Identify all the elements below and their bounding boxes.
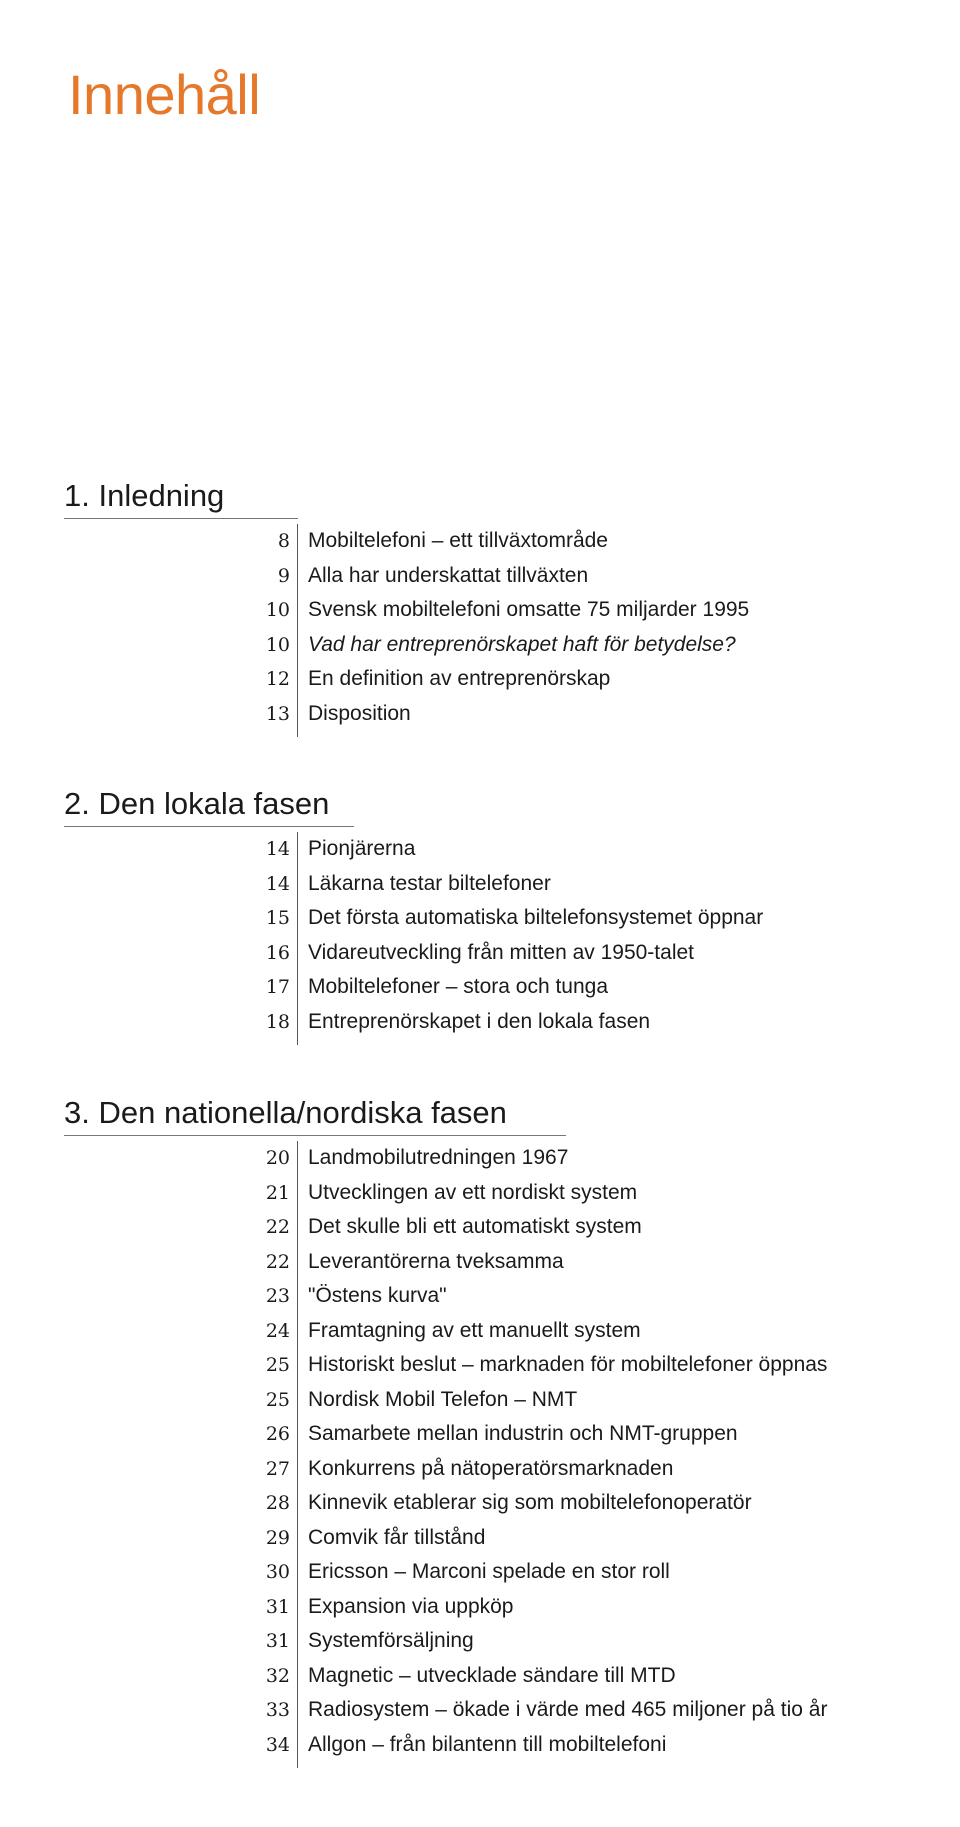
toc-entry[interactable] — [0, 559, 960, 594]
entry-title: Det första automatiska biltelefonsystemet öppnar — [308, 906, 764, 929]
entry-title: Comvik får tillstånd — [308, 1525, 486, 1549]
chapter-rule — [64, 1135, 566, 1136]
toc-entry[interactable] — [0, 1279, 960, 1314]
toc-entry[interactable] — [0, 1624, 960, 1659]
page-number: 28 — [265, 1492, 290, 1514]
chapter-title: 3. Den nationella/nordiska fasen — [64, 1095, 507, 1130]
page-number: 18 — [265, 1010, 290, 1033]
toc-entry[interactable] — [0, 901, 960, 936]
page-number: 22 — [265, 1216, 290, 1238]
chapter-heading — [0, 478, 960, 516]
page-number: 27 — [265, 1457, 290, 1480]
entry-title: Historiskt beslut – marknaden för mobiltelefoner öppnas — [308, 1353, 828, 1376]
toc-entry[interactable] — [0, 697, 960, 732]
toc-entry[interactable] — [0, 1005, 960, 1040]
entry-title: Vidareutveckling från mitten av 1950-talet — [308, 940, 694, 964]
entry-title: En definition av entreprenörskap — [308, 667, 611, 690]
chapter-2 — [0, 786, 960, 1033]
entry-title: Allgon – från bilantenn till mobiltelefoni — [308, 1732, 667, 1756]
chapter-1 — [0, 478, 960, 725]
page-number: 31 — [265, 1595, 290, 1618]
page-number: 21 — [265, 1181, 290, 1204]
entry-title: Nordisk Mobil Telefon – NMT — [308, 1387, 578, 1411]
page-number: 22 — [265, 1250, 290, 1273]
entry-title: Mobiltelefoner – stora och tunga — [308, 975, 609, 998]
page-number: 32 — [265, 1664, 290, 1687]
entry-title: Expansion via uppköp — [308, 1594, 514, 1618]
entry-title: Det skulle bli ett automatiskt system — [308, 1215, 642, 1238]
entry-title: Vad har entreprenörskapet haft för betydelse? — [308, 632, 736, 656]
toc-entry[interactable] — [0, 1417, 960, 1452]
chapter-rule — [64, 518, 298, 519]
toc-entry[interactable] — [0, 1452, 960, 1487]
entry-title: Konkurrens på nätoperatörsmarknaden — [308, 1456, 674, 1480]
chapter-entries — [0, 524, 960, 731]
entry-title: Alla har underskattat tillväxten — [308, 563, 589, 587]
entry-title: Läkarna testar biltelefoner — [308, 871, 551, 895]
toc-entry[interactable] — [0, 832, 960, 867]
page-number: 34 — [265, 1733, 290, 1756]
page-number: 26 — [265, 1423, 290, 1445]
page-number: 15 — [265, 907, 290, 929]
toc-entry[interactable] — [0, 1383, 960, 1418]
chapter-heading — [0, 1095, 960, 1133]
page-number: 20 — [265, 1147, 290, 1169]
toc-entry[interactable] — [0, 628, 960, 663]
page-number: 33 — [265, 1699, 290, 1721]
toc-entry[interactable] — [0, 867, 960, 902]
page-number: 23 — [265, 1285, 290, 1307]
toc-entry[interactable] — [0, 524, 960, 559]
toc-entry[interactable] — [0, 1176, 960, 1211]
page-title: Innehåll — [68, 63, 261, 126]
toc-entry[interactable] — [0, 1521, 960, 1556]
page-number: 29 — [265, 1526, 290, 1549]
toc-entry[interactable] — [0, 1141, 960, 1176]
toc-entry[interactable] — [0, 1314, 960, 1349]
toc-entry[interactable] — [0, 1693, 960, 1728]
chapter-rule — [64, 826, 354, 827]
page-number: 10 — [265, 599, 290, 621]
entry-title: Kinnevik etablerar sig som mobiltelefonoperatör — [308, 1491, 752, 1514]
toc-entry[interactable] — [0, 593, 960, 628]
toc-entry[interactable] — [0, 1659, 960, 1694]
page-number: 10 — [265, 633, 290, 656]
entry-title: Magnetic – utvecklade sändare till MTD — [308, 1663, 676, 1687]
page-number: 12 — [265, 668, 290, 690]
toc-entry[interactable] — [0, 970, 960, 1005]
page-number: 8 — [277, 530, 290, 552]
toc-entry[interactable] — [0, 1555, 960, 1590]
entry-title: Leverantörerna tveksamma — [308, 1249, 564, 1273]
toc-entry[interactable] — [0, 1728, 960, 1763]
chapter-entries — [0, 1141, 960, 1762]
toc-entry[interactable] — [0, 1590, 960, 1625]
entry-title: Pionjärerna — [308, 837, 416, 860]
entry-title: Entreprenörskapet i den lokala fasen — [308, 1009, 651, 1033]
page-number: 17 — [265, 976, 290, 998]
page-number: 30 — [265, 1561, 290, 1583]
toc-entry[interactable] — [0, 1210, 960, 1245]
entry-title: Samarbete mellan industrin och NMT-gruppen — [308, 1422, 738, 1445]
chapter-heading — [0, 786, 960, 824]
page-number: 25 — [265, 1388, 290, 1411]
entry-title: Disposition — [308, 701, 411, 725]
toc-entry[interactable] — [0, 1486, 960, 1521]
page-number: 14 — [265, 872, 290, 895]
entry-title: Mobiltelefoni – ett tillväxtområde — [308, 529, 608, 552]
toc-entry[interactable] — [0, 662, 960, 697]
page-number: 14 — [265, 838, 290, 860]
page-number: 13 — [265, 702, 290, 725]
toc-entry[interactable] — [0, 1245, 960, 1280]
page-number: 24 — [265, 1319, 290, 1342]
toc-entry[interactable] — [0, 1348, 960, 1383]
chapter-title: 2. Den lokala fasen — [64, 786, 330, 821]
entry-title: Systemförsäljning — [308, 1629, 474, 1652]
entry-title: Framtagning av ett manuellt system — [308, 1318, 641, 1342]
page-number: 25 — [265, 1354, 290, 1376]
page-number: 16 — [265, 941, 290, 964]
entry-title: Radiosystem – ökade i värde med 465 miljoner på tio år — [308, 1698, 828, 1721]
entry-title: Ericsson – Marconi spelade en stor roll — [308, 1560, 670, 1583]
page-number: 31 — [265, 1630, 290, 1652]
entry-title: "Östens kurva" — [308, 1284, 447, 1307]
page-number: 9 — [277, 564, 290, 587]
entry-title: Svensk mobiltelefoni omsatte 75 miljarder 1995 — [308, 598, 750, 621]
chapter-entries — [0, 832, 960, 1039]
entry-title: Landmobilutredningen 1967 — [308, 1146, 569, 1169]
toc-entry[interactable] — [0, 936, 960, 971]
chapter-3 — [0, 1095, 960, 1756]
chapter-title: 1. Inledning — [64, 478, 225, 513]
entry-title: Utvecklingen av ett nordiskt system — [308, 1180, 638, 1204]
